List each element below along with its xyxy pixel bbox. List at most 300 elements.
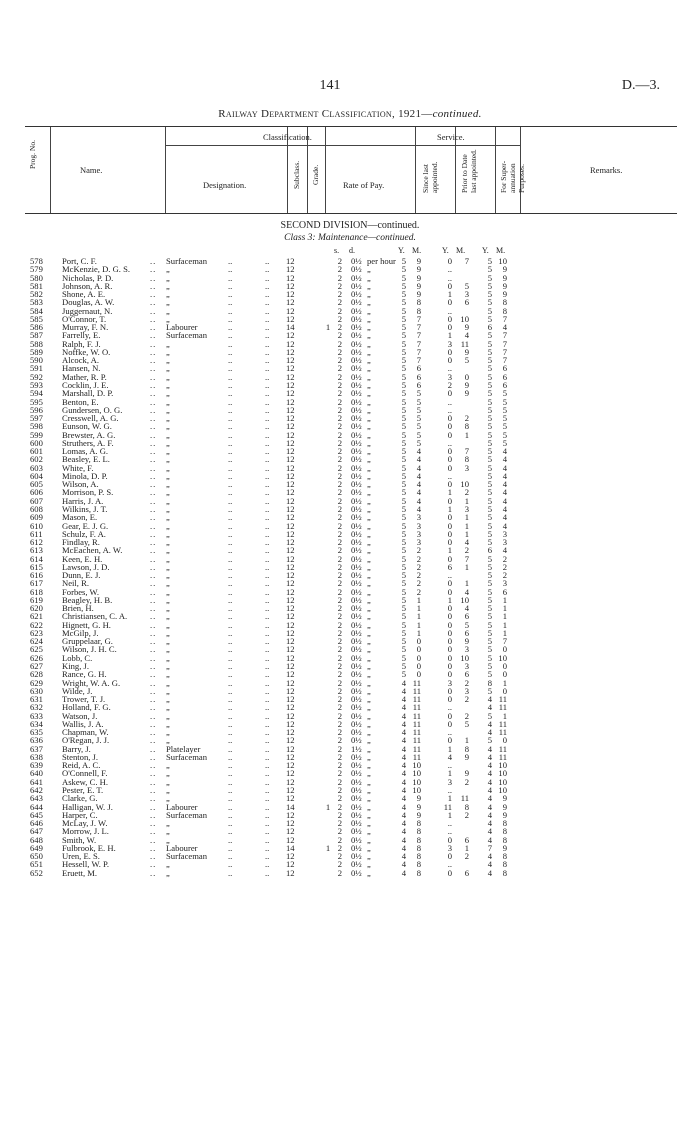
cell-prog-no: 580 (30, 272, 43, 283)
cell-rate-unit: „ (367, 702, 371, 713)
cell-prog-no: 650 (30, 851, 43, 862)
cell-rate-shillings: 2 (337, 603, 342, 614)
cell-since-years: 5 (401, 264, 406, 275)
cell-rate-shillings: 2 (337, 809, 342, 820)
cell-prog-no: 638 (30, 751, 43, 762)
cell-since-years: 4 (401, 867, 406, 878)
leader-dots: .. (265, 801, 270, 812)
cell-super-months: 3 (502, 578, 507, 589)
leader-dots: .. (150, 437, 157, 448)
cell-name: McKenzie, D. G. S. (62, 264, 131, 275)
cell-super-months: 8 (502, 297, 507, 308)
cell-rate-pence: 0½ (351, 313, 362, 324)
cell-prog-no: 621 (30, 611, 43, 622)
cell-since-months: 8 (416, 826, 421, 837)
cell-super-years: 5 (487, 619, 492, 630)
cell-prior-years: 11 (443, 801, 452, 812)
cell-rate-shillings: 2 (337, 421, 342, 432)
cell-super-years: 5 (487, 603, 492, 614)
cell-prior-years: 0 (447, 346, 452, 357)
cell-prior-years: 1 (447, 330, 452, 341)
cell-super-months: 4 (502, 462, 507, 473)
leader-dots: .. (228, 727, 233, 738)
cell-super-years: 5 (487, 528, 492, 539)
cell-prior-years: 0 (447, 578, 452, 589)
cell-super-years: 5 (487, 363, 492, 374)
cell-super-months: 10 (498, 768, 507, 779)
cell-rate-shillings: 2 (337, 322, 342, 333)
cell-rate-pence: 0½ (351, 809, 362, 820)
cell-subclass: 14 (286, 801, 295, 812)
cell-super-years: 4 (487, 727, 492, 738)
leader-dots: .. (150, 842, 157, 853)
cell-rate-shillings: 2 (337, 313, 342, 324)
leader-dots: .. (150, 793, 157, 804)
cell-subclass: 12 (286, 636, 295, 647)
cell-rate-unit: „ (367, 570, 371, 581)
cell-since-years: 5 (401, 586, 406, 597)
cell-prog-no: 625 (30, 644, 43, 655)
cell-prior-months: 2 (464, 710, 469, 721)
cell-designation: Labourer (166, 801, 198, 812)
cell-designation: „ (166, 859, 170, 870)
cell-super-months: 1 (502, 611, 507, 622)
cell-rate-pence: 0½ (351, 702, 362, 713)
leader-dots: .. (265, 289, 270, 300)
cell-since-years: 5 (401, 528, 406, 539)
cell-super-years: 5 (487, 404, 492, 415)
cell-since-years: 4 (401, 727, 406, 738)
leader-dots: .. (265, 834, 270, 845)
cell-rate-shillings: 2 (337, 661, 342, 672)
cell-prior-years: 0 (447, 834, 452, 845)
cell-subclass: 12 (286, 379, 295, 390)
cell-super-months: 4 (502, 503, 507, 514)
leader-dots: .. (228, 694, 233, 705)
leader-dots: .. (150, 487, 157, 498)
cell-prog-no: 639 (30, 760, 43, 771)
cell-rate-unit: „ (367, 528, 371, 539)
cell-designation: Surfaceman (166, 751, 208, 762)
cell-since-months: 1 (416, 627, 421, 638)
cell-subclass: 12 (286, 396, 295, 407)
cell-subclass: 12 (286, 429, 295, 440)
header-prior-to-date: Prior to Date last appointed. (460, 149, 478, 193)
cell-rate-unit: „ (367, 743, 371, 754)
cell-prior-years: 0 (447, 627, 452, 638)
cell-designation: „ (166, 371, 170, 382)
cell-subclass: 12 (286, 503, 295, 514)
cell-rate-pence: 0½ (351, 338, 362, 349)
cell-prog-no: 633 (30, 710, 43, 721)
cell-super-years: 5 (487, 636, 492, 647)
cell-super-months: 4 (502, 512, 507, 523)
cell-subclass: 12 (286, 371, 295, 382)
cell-prior-years: .. (447, 437, 452, 448)
cell-name: Wilson, J. H. C. (62, 644, 117, 655)
leader-dots: .. (265, 495, 270, 506)
leader-dots: .. (265, 487, 270, 498)
leader-dots: .. (228, 743, 233, 754)
cell-rate-unit: „ (367, 479, 371, 490)
leader-dots: .. (150, 363, 157, 374)
cell-rate-pence: 0½ (351, 627, 362, 638)
cell-rate-pence: 0½ (351, 413, 362, 424)
cell-name: Keen, E. H. (62, 553, 103, 564)
column-header-table (25, 126, 677, 214)
cell-name: Dunn, E. J. (62, 570, 101, 581)
leader-dots: .. (228, 272, 233, 283)
cell-prior-years: 0 (447, 619, 452, 630)
cell-rate-pence: 0½ (351, 727, 362, 738)
cell-name: Noffke, W. O. (62, 346, 111, 357)
cell-designation: „ (166, 512, 170, 523)
cell-rate-shillings: 2 (337, 388, 342, 399)
cell-prior-months: 4 (464, 330, 469, 341)
cell-super-years: 4 (487, 834, 492, 845)
cell-prior-years: 1 (447, 793, 452, 804)
cell-super-months: 8 (502, 867, 507, 878)
cell-super-months: 4 (502, 520, 507, 531)
cell-prior-months: 1 (464, 528, 469, 539)
cell-name: Stenton, J. (62, 751, 99, 762)
leader-dots: .. (265, 760, 270, 771)
cell-rate-pence: 0½ (351, 859, 362, 870)
leader-dots: .. (265, 751, 270, 762)
cell-prog-no: 627 (30, 661, 43, 672)
cell-designation: Surfaceman (166, 851, 208, 862)
cell-prior-months: 2 (464, 677, 469, 688)
cell-designation: „ (166, 760, 170, 771)
cell-name: Eruett, M. (62, 867, 98, 878)
cell-super-years: 5 (487, 396, 492, 407)
leader-dots: .. (265, 735, 270, 746)
cell-prior-months: 1 (464, 842, 469, 853)
cell-rate-unit: „ (367, 842, 371, 853)
cell-prior-years: .. (447, 396, 452, 407)
leader-dots: .. (265, 470, 270, 481)
cell-super-months: 4 (502, 322, 507, 333)
cell-prog-no: 589 (30, 346, 43, 357)
cell-prior-years: 0 (447, 388, 452, 399)
leader-dots: .. (150, 256, 157, 266)
cell-subclass: 12 (286, 520, 295, 531)
cell-rate-unit: „ (367, 801, 371, 812)
cell-super-years: 5 (487, 413, 492, 424)
cell-prior-months: 1 (464, 429, 469, 440)
cell-rate-pence: 0½ (351, 603, 362, 614)
cell-subclass: 12 (286, 462, 295, 473)
class-heading: Class 3: Maintenance—continued. (284, 233, 416, 243)
cell-designation: „ (166, 710, 170, 721)
cell-super-years: 5 (487, 289, 492, 300)
cell-rate-pence: 0½ (351, 470, 362, 481)
cell-prior-years: .. (447, 363, 452, 374)
leader-dots: .. (228, 859, 233, 870)
leader-dots: .. (150, 735, 157, 746)
cell-designation: „ (166, 603, 170, 614)
cell-super-years: 5 (487, 586, 492, 597)
cell-rate-unit: „ (367, 776, 371, 787)
cell-since-months: 6 (416, 371, 421, 382)
cell-super-months: 4 (502, 545, 507, 556)
cell-rate-pence: 0½ (351, 487, 362, 498)
cell-subclass: 12 (286, 264, 295, 275)
cell-prog-no: 623 (30, 627, 43, 638)
cell-prior-months: 1 (464, 735, 469, 746)
cell-super-years: 5 (487, 313, 492, 324)
cell-prog-no: 636 (30, 735, 43, 746)
cell-subclass: 12 (286, 627, 295, 638)
table-row (0, 786, 700, 794)
cell-subclass: 12 (286, 404, 295, 415)
cell-subclass: 12 (286, 487, 295, 498)
leader-dots: .. (150, 313, 157, 324)
cell-rate-unit: „ (367, 330, 371, 341)
cell-prior-years: 0 (447, 867, 452, 878)
cell-since-months: 0 (416, 644, 421, 655)
cell-designation: „ (166, 735, 170, 746)
cell-rate-shillings: 2 (337, 627, 342, 638)
cell-prior-months: 1 (464, 495, 469, 506)
cell-rate-pence: 0½ (351, 760, 362, 771)
cell-name: Ralph, F. J. (62, 338, 101, 349)
cell-rate-pence: 0½ (351, 793, 362, 804)
cell-since-years: 5 (401, 454, 406, 465)
cell-since-months: 9 (416, 256, 421, 266)
cell-since-years: 5 (401, 594, 406, 605)
cell-super-years: 4 (487, 801, 492, 812)
cell-rate-unit: „ (367, 826, 371, 837)
leader-dots: .. (265, 363, 270, 374)
cell-super-months: 9 (502, 272, 507, 283)
cell-super-months: 8 (502, 834, 507, 845)
cell-since-months: 8 (416, 305, 421, 316)
cell-rate-unit: „ (367, 421, 371, 432)
cell-since-years: 5 (401, 371, 406, 382)
cell-prior-years: 0 (447, 669, 452, 680)
cell-prior-years: .. (447, 470, 452, 481)
leader-dots: .. (228, 570, 233, 581)
cell-super-months: 10 (498, 256, 507, 266)
cell-rate-unit: „ (367, 627, 371, 638)
cell-rate-pence: 0½ (351, 776, 362, 787)
cell-designation: „ (166, 867, 170, 878)
cell-rate-unit: „ (367, 636, 371, 647)
cell-super-months: 10 (498, 652, 507, 663)
cell-since-months: 2 (416, 570, 421, 581)
cell-rate-pence: 0½ (351, 586, 362, 597)
cell-since-years: 4 (401, 834, 406, 845)
cell-name: Halligan, W. J. (62, 801, 113, 812)
cell-rate-shillings: 2 (337, 379, 342, 390)
cell-super-months: 4 (502, 479, 507, 490)
leader-dots: .. (228, 561, 233, 572)
leader-dots: .. (265, 743, 270, 754)
cell-rate-unit: „ (367, 297, 371, 308)
cell-since-months: 4 (416, 487, 421, 498)
cell-since-years: 5 (401, 462, 406, 473)
cell-super-months: 7 (502, 313, 507, 324)
leader-dots: .. (228, 545, 233, 556)
cell-subclass: 12 (286, 685, 295, 696)
cell-super-years: 5 (487, 495, 492, 506)
cell-prior-years: 3 (447, 371, 452, 382)
table-row (0, 645, 700, 653)
leader-dots: .. (150, 561, 157, 572)
cell-prior-months: 5 (464, 619, 469, 630)
cell-rate-unit: „ (367, 768, 371, 779)
cell-rate-pence: 0½ (351, 479, 362, 490)
cell-prior-years: 0 (447, 446, 452, 457)
cell-super-years: 5 (487, 388, 492, 399)
cell-since-years: 5 (401, 627, 406, 638)
cell-prior-years: 0 (447, 718, 452, 729)
cell-subclass: 12 (286, 867, 295, 878)
cell-since-months: 9 (416, 289, 421, 300)
cell-prior-months: 4 (464, 537, 469, 548)
cell-rate-pence: 0½ (351, 305, 362, 316)
leader-dots: .. (228, 289, 233, 300)
leader-dots: .. (228, 322, 233, 333)
cell-since-months: 4 (416, 462, 421, 473)
cell-since-months: 7 (416, 313, 421, 324)
leader-dots: .. (265, 322, 270, 333)
cell-since-months: 10 (412, 760, 421, 771)
leader-dots: .. (228, 512, 233, 523)
cell-rate-pence: 0½ (351, 677, 362, 688)
cell-name: Hessell, W. P. (62, 859, 110, 870)
cell-prog-no: 618 (30, 586, 43, 597)
leader-dots: .. (265, 727, 270, 738)
cell-prior-years: .. (447, 305, 452, 316)
cell-designation: Surfaceman (166, 809, 208, 820)
cell-since-months: 11 (412, 727, 421, 738)
leader-dots: .. (265, 272, 270, 283)
leader-dots: .. (265, 553, 270, 564)
cell-designation: „ (166, 677, 170, 688)
cell-designation: „ (166, 537, 170, 548)
cell-rate-shillings: 2 (337, 826, 342, 837)
cell-prior-years: 0 (447, 280, 452, 291)
cell-prior-months: 10 (460, 479, 469, 490)
cell-subclass: 12 (286, 363, 295, 374)
cell-since-months: 5 (416, 404, 421, 415)
cell-rate-pence: 0½ (351, 355, 362, 366)
cell-rate-pence: 0½ (351, 570, 362, 581)
cell-designation: „ (166, 338, 170, 349)
cell-rate-shillings: 2 (337, 462, 342, 473)
cell-prog-no: 635 (30, 727, 43, 738)
cell-super-months: 1 (502, 677, 507, 688)
cell-since-years: 5 (401, 322, 406, 333)
leader-dots: .. (265, 586, 270, 597)
cell-name: Murray, F. N. (62, 322, 109, 333)
leader-dots: .. (150, 280, 157, 291)
cell-super-years: 5 (487, 272, 492, 283)
cell-designation: „ (166, 834, 170, 845)
cell-prog-no: 601 (30, 446, 43, 457)
table-row (0, 579, 700, 587)
leader-dots: .. (150, 627, 157, 638)
leader-dots: .. (150, 330, 157, 341)
cell-subclass: 12 (286, 421, 295, 432)
cell-super-years: 5 (487, 669, 492, 680)
cell-rate-unit: „ (367, 437, 371, 448)
leader-dots: .. (228, 404, 233, 415)
cell-rate-unit: „ (367, 371, 371, 382)
cell-prior-years: 3 (447, 842, 452, 853)
cell-prog-no: 609 (30, 512, 43, 523)
cell-prog-no: 629 (30, 677, 43, 688)
cell-designation: „ (166, 355, 170, 366)
cell-super-years: 4 (487, 867, 492, 878)
cell-super-years: 5 (487, 578, 492, 589)
cell-name: Trower, T. J. (62, 694, 106, 705)
cell-rate-unit: „ (367, 289, 371, 300)
cell-rate-pence: 0½ (351, 553, 362, 564)
cell-rate-unit: „ (367, 537, 371, 548)
cell-prog-no: 591 (30, 363, 43, 374)
cell-since-months: 3 (416, 512, 421, 523)
leader-dots: .. (265, 702, 270, 713)
leader-dots: .. (150, 570, 157, 581)
cell-subclass: 12 (286, 751, 295, 762)
leader-dots: .. (150, 289, 157, 300)
cell-subclass: 12 (286, 512, 295, 523)
cell-rate-pence: 0½ (351, 280, 362, 291)
cell-subclass: 12 (286, 735, 295, 746)
cell-super-years: 5 (487, 661, 492, 672)
cell-rate-shillings: 2 (337, 454, 342, 465)
leader-dots: .. (228, 520, 233, 531)
page-title (0, 108, 700, 120)
cell-super-years: 5 (487, 264, 492, 275)
leader-dots: .. (228, 280, 233, 291)
cell-rate-shillings: 2 (337, 776, 342, 787)
cell-subclass: 12 (286, 603, 295, 614)
cell-since-years: 4 (401, 801, 406, 812)
leader-dots: .. (228, 669, 233, 680)
cell-rate-pence: 0½ (351, 818, 362, 829)
cell-prior-months: 9 (464, 751, 469, 762)
leader-dots: .. (228, 446, 233, 457)
cell-super-months: 11 (498, 751, 507, 762)
cell-super-years: 4 (487, 809, 492, 820)
leader-dots: .. (150, 809, 157, 820)
leader-dots: .. (150, 379, 157, 390)
cell-super-months: 7 (502, 346, 507, 357)
cell-rate-unit: „ (367, 553, 371, 564)
leader-dots: .. (228, 470, 233, 481)
cell-prior-years: 4 (447, 751, 452, 762)
leader-dots: .. (265, 512, 270, 523)
cell-designation: „ (166, 627, 170, 638)
cell-since-years: 5 (401, 388, 406, 399)
cell-rate-shillings: 2 (337, 743, 342, 754)
cell-subclass: 12 (286, 743, 295, 754)
cell-rate-shillings: 2 (337, 479, 342, 490)
cell-prog-no: 592 (30, 371, 43, 382)
header-grade: Grade. (311, 164, 320, 185)
cell-rate-shillings: 2 (337, 346, 342, 357)
cell-name: Clarke, G. (62, 793, 98, 804)
leader-dots: .. (150, 346, 157, 357)
cell-rate-pence: 0½ (351, 867, 362, 878)
cell-super-months: 8 (502, 851, 507, 862)
cell-subclass: 12 (286, 470, 295, 481)
cell-rate-shillings: 2 (337, 801, 342, 812)
